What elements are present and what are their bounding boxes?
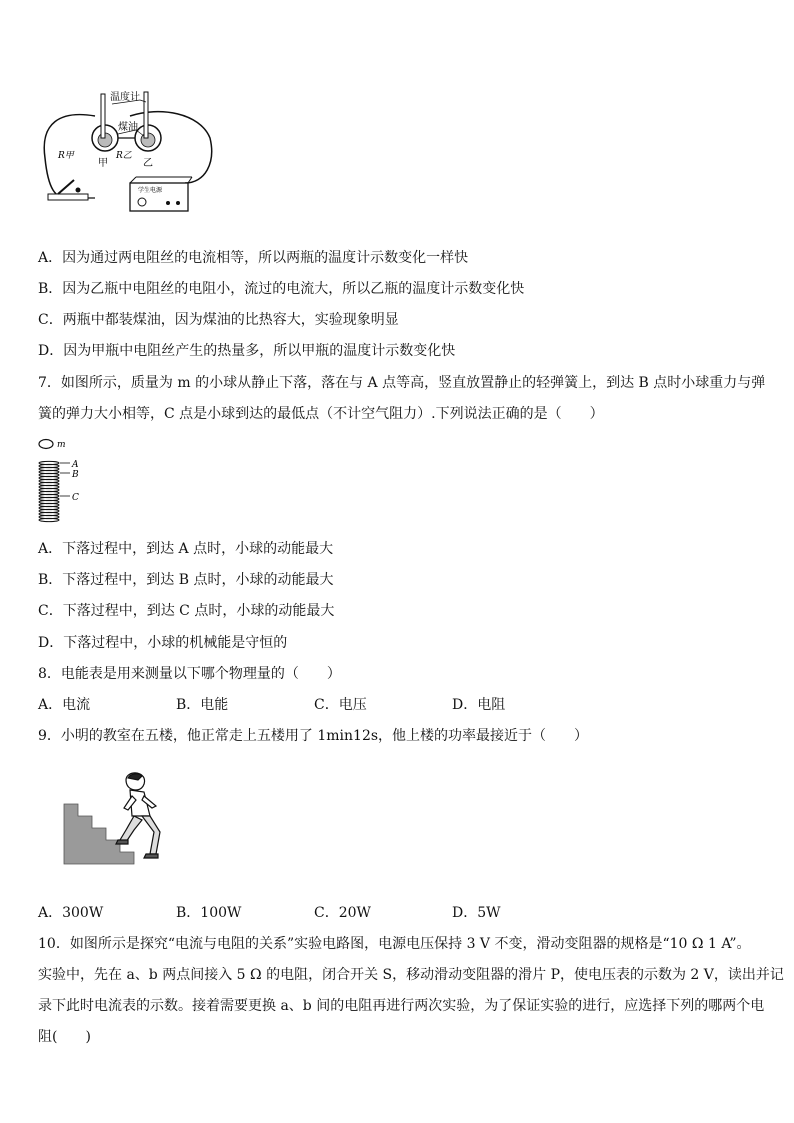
yi-label: 乙 (143, 158, 153, 169)
thermometer-label: 温度计 (110, 92, 140, 103)
point-a-label: A (72, 460, 79, 470)
q10-stem-line4: 阻( ) (38, 1029, 91, 1045)
q8-option-c: C．电压 (314, 697, 367, 713)
q6-option-c: C．两瓶中都装煤油，因为煤油的比热容大，实验现象明显 (38, 312, 399, 328)
q6-option-d: D．因为甲瓶中电阻丝产生的热量多，所以甲瓶的温度计示数变化快 (38, 343, 456, 359)
r-jia-label: R甲 (58, 151, 74, 161)
q9-option-b: B．100W (176, 905, 242, 921)
q8-option-b: B．电能 (176, 697, 229, 713)
joule-heating-figure (40, 88, 215, 213)
q7-option-b: B．下落过程中，到达 B 点时，小球的动能最大 (38, 572, 334, 588)
r-yi-label: R乙 (116, 151, 132, 161)
person-icon (116, 773, 160, 858)
q7-option-c: C．下落过程中，到达 C 点时，小球的动能最大 (38, 603, 335, 619)
q9-option-a: A．300W (38, 905, 104, 921)
q7-stem-line2: 簧的弹力大小相等，C 点是小球到达的最低点（不计空气阻力）.下列说法正确的是（ ） (38, 406, 604, 422)
q9-stem: 9．小明的教室在五楼，他正常走上五楼用了 1min12s，他上楼的功率最接近于（ ） (38, 728, 589, 744)
point-c-label: C (72, 493, 79, 503)
q6-option-b: B．因为乙瓶中电阻丝的电阻小，流过的电流大，所以乙瓶的温度计示数变化快 (38, 281, 525, 297)
q7-option-d: D．下落过程中，小球的机械能是守恒的 (38, 635, 288, 651)
q8-option-d: D．电阻 (452, 697, 506, 713)
switch-icon (48, 180, 88, 200)
q7-option-a: A．下落过程中，到达 A 点时，小球的动能最大 (38, 541, 334, 557)
q10-stem-line3: 录下此时电流表的示数。接着需要更换 a、b 间的电阻再进行两次实验，为了保证实验的进行，应选择下列的哪两个电 (38, 998, 765, 1014)
mass-label: m (57, 440, 66, 450)
power-supply-label: 学生电源 (138, 187, 163, 194)
point-b-label: B (72, 470, 79, 480)
q7-stem-line1: 7．如图所示，质量为 m 的小球从静止下落，落在与 A 点等高，竖直放置静止的轻弹簧上，到达 B 点时小球重力与弹 (38, 375, 766, 391)
kerosene-label: 煤油 (118, 122, 138, 133)
stair-climber-figure (60, 770, 170, 868)
q8-stem: 8．电能表是用来测量以下哪个物理量的（ ） (38, 666, 341, 682)
ball-icon (39, 440, 53, 449)
q10-stem-line2: 实验中，先在 a、b 两点间接入 5 Ω 的电阻，闭合开关 S，移动滑动变阻器的滑片 P，使电压表的示数为 2 V，读出并记 (38, 967, 784, 983)
spring-coil (39, 461, 59, 521)
q6-option-a: A．因为通过两电阻丝的电流相等，所以两瓶的温度计示数变化一样快 (38, 250, 469, 266)
q8-option-a: A．电流 (38, 697, 91, 713)
q10-stem-line1: 10．如图所示是探究“电流与电阻的关系”实验电路图，电源电压保持 3 V 不变，滑动变阻器的规格是“10 Ω 1 A”。 (38, 936, 751, 952)
spring-figure (36, 436, 96, 526)
jia-label: 甲 (98, 158, 108, 169)
power-supply-box (130, 177, 192, 211)
q9-option-c: C．20W (314, 905, 371, 921)
q9-option-d: D．5W (452, 905, 501, 921)
